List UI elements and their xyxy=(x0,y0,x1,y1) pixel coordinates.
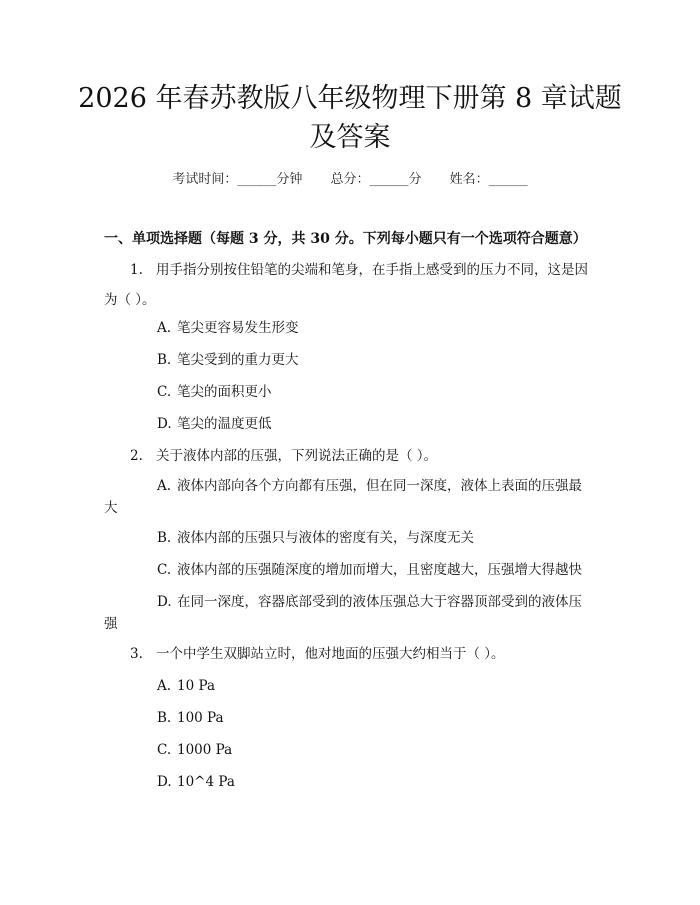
question-number: 1. xyxy=(130,262,143,278)
option-text: 笔尖受到的重力更大 xyxy=(177,352,299,368)
option-2b xyxy=(157,528,474,548)
question-number: 2. xyxy=(130,448,143,464)
option-label: B. xyxy=(157,710,172,726)
option-label: A. xyxy=(157,320,172,336)
option-text: 100 Pa xyxy=(177,710,224,726)
question-text: 关于液体内部的压强，下列说法正确的是（ ）。 xyxy=(156,448,438,464)
option-1a xyxy=(157,318,299,338)
option-1b xyxy=(157,350,299,370)
option-label: C. xyxy=(157,742,172,758)
question-number: 3. xyxy=(130,646,143,662)
option-label: D. xyxy=(157,774,172,790)
option-1c xyxy=(157,382,272,402)
option-text: 10^4 Pa xyxy=(177,774,235,790)
student-name-field: 姓名：______ xyxy=(449,172,528,187)
option-text: 笔尖的面积更小 xyxy=(177,384,272,400)
option-text: 液体内部的压强只与液体的密度有关，与深度无关 xyxy=(177,530,474,546)
option-2a xyxy=(157,476,582,496)
option-1d xyxy=(157,414,272,434)
option-label: C. xyxy=(157,562,172,578)
option-text: 1000 Pa xyxy=(177,742,233,758)
total-score-field: 总分：______分 xyxy=(330,172,422,187)
option-2a-cont: 大 xyxy=(104,500,118,516)
option-2d-cont: 强 xyxy=(104,616,118,632)
question-1-cont: 为（ ）。 xyxy=(104,292,156,308)
option-text: 液体内部向各个方向都有压强，但在同一深度，液体上表面的压强最 xyxy=(177,478,582,494)
option-2c xyxy=(157,560,582,580)
option-text: 笔尖更容易发生形变 xyxy=(177,320,299,336)
option-3c xyxy=(157,740,232,760)
option-label: B. xyxy=(157,352,172,368)
option-text: 10 Pa xyxy=(177,678,215,694)
option-label: D. xyxy=(157,416,172,432)
page-title-line1: 2026 年春苏教版八年级物理下册第 8 章试题 xyxy=(78,83,622,114)
exam-meta xyxy=(0,168,700,187)
option-label: C. xyxy=(157,384,172,400)
section-heading: 一、单项选择题（每题 3 分，共 30 分。下列每小题只有一个选项符合题意） xyxy=(104,231,587,247)
question-3 xyxy=(130,644,505,664)
option-text: 液体内部的压强随深度的增加而增大，且密度越大，压强增大得越快 xyxy=(177,562,582,578)
page-title-line2: 及答案 xyxy=(309,122,391,153)
option-3a xyxy=(157,676,215,696)
question-2 xyxy=(130,446,437,466)
exam-time-field: 考试时间：______分钟 xyxy=(172,172,303,187)
option-2d xyxy=(157,592,582,612)
question-text: 用手指分别按住铅笔的尖端和笔身，在手指上感受到的压力不同，这是因 xyxy=(156,262,588,278)
question-1 xyxy=(130,260,588,280)
option-text: 在同一深度，容器底部受到的液体压强总大于容器顶部受到的液体压 xyxy=(177,594,582,610)
option-label: A. xyxy=(157,478,172,494)
option-3d xyxy=(157,772,235,792)
question-text: 一个中学生双脚站立时，他对地面的压强大约相当于（ ）。 xyxy=(156,646,505,662)
option-3b xyxy=(157,708,224,728)
option-label: B. xyxy=(157,530,172,546)
option-label: D. xyxy=(157,594,172,610)
option-text: 笔尖的温度更低 xyxy=(177,416,272,432)
option-label: A. xyxy=(157,678,172,694)
